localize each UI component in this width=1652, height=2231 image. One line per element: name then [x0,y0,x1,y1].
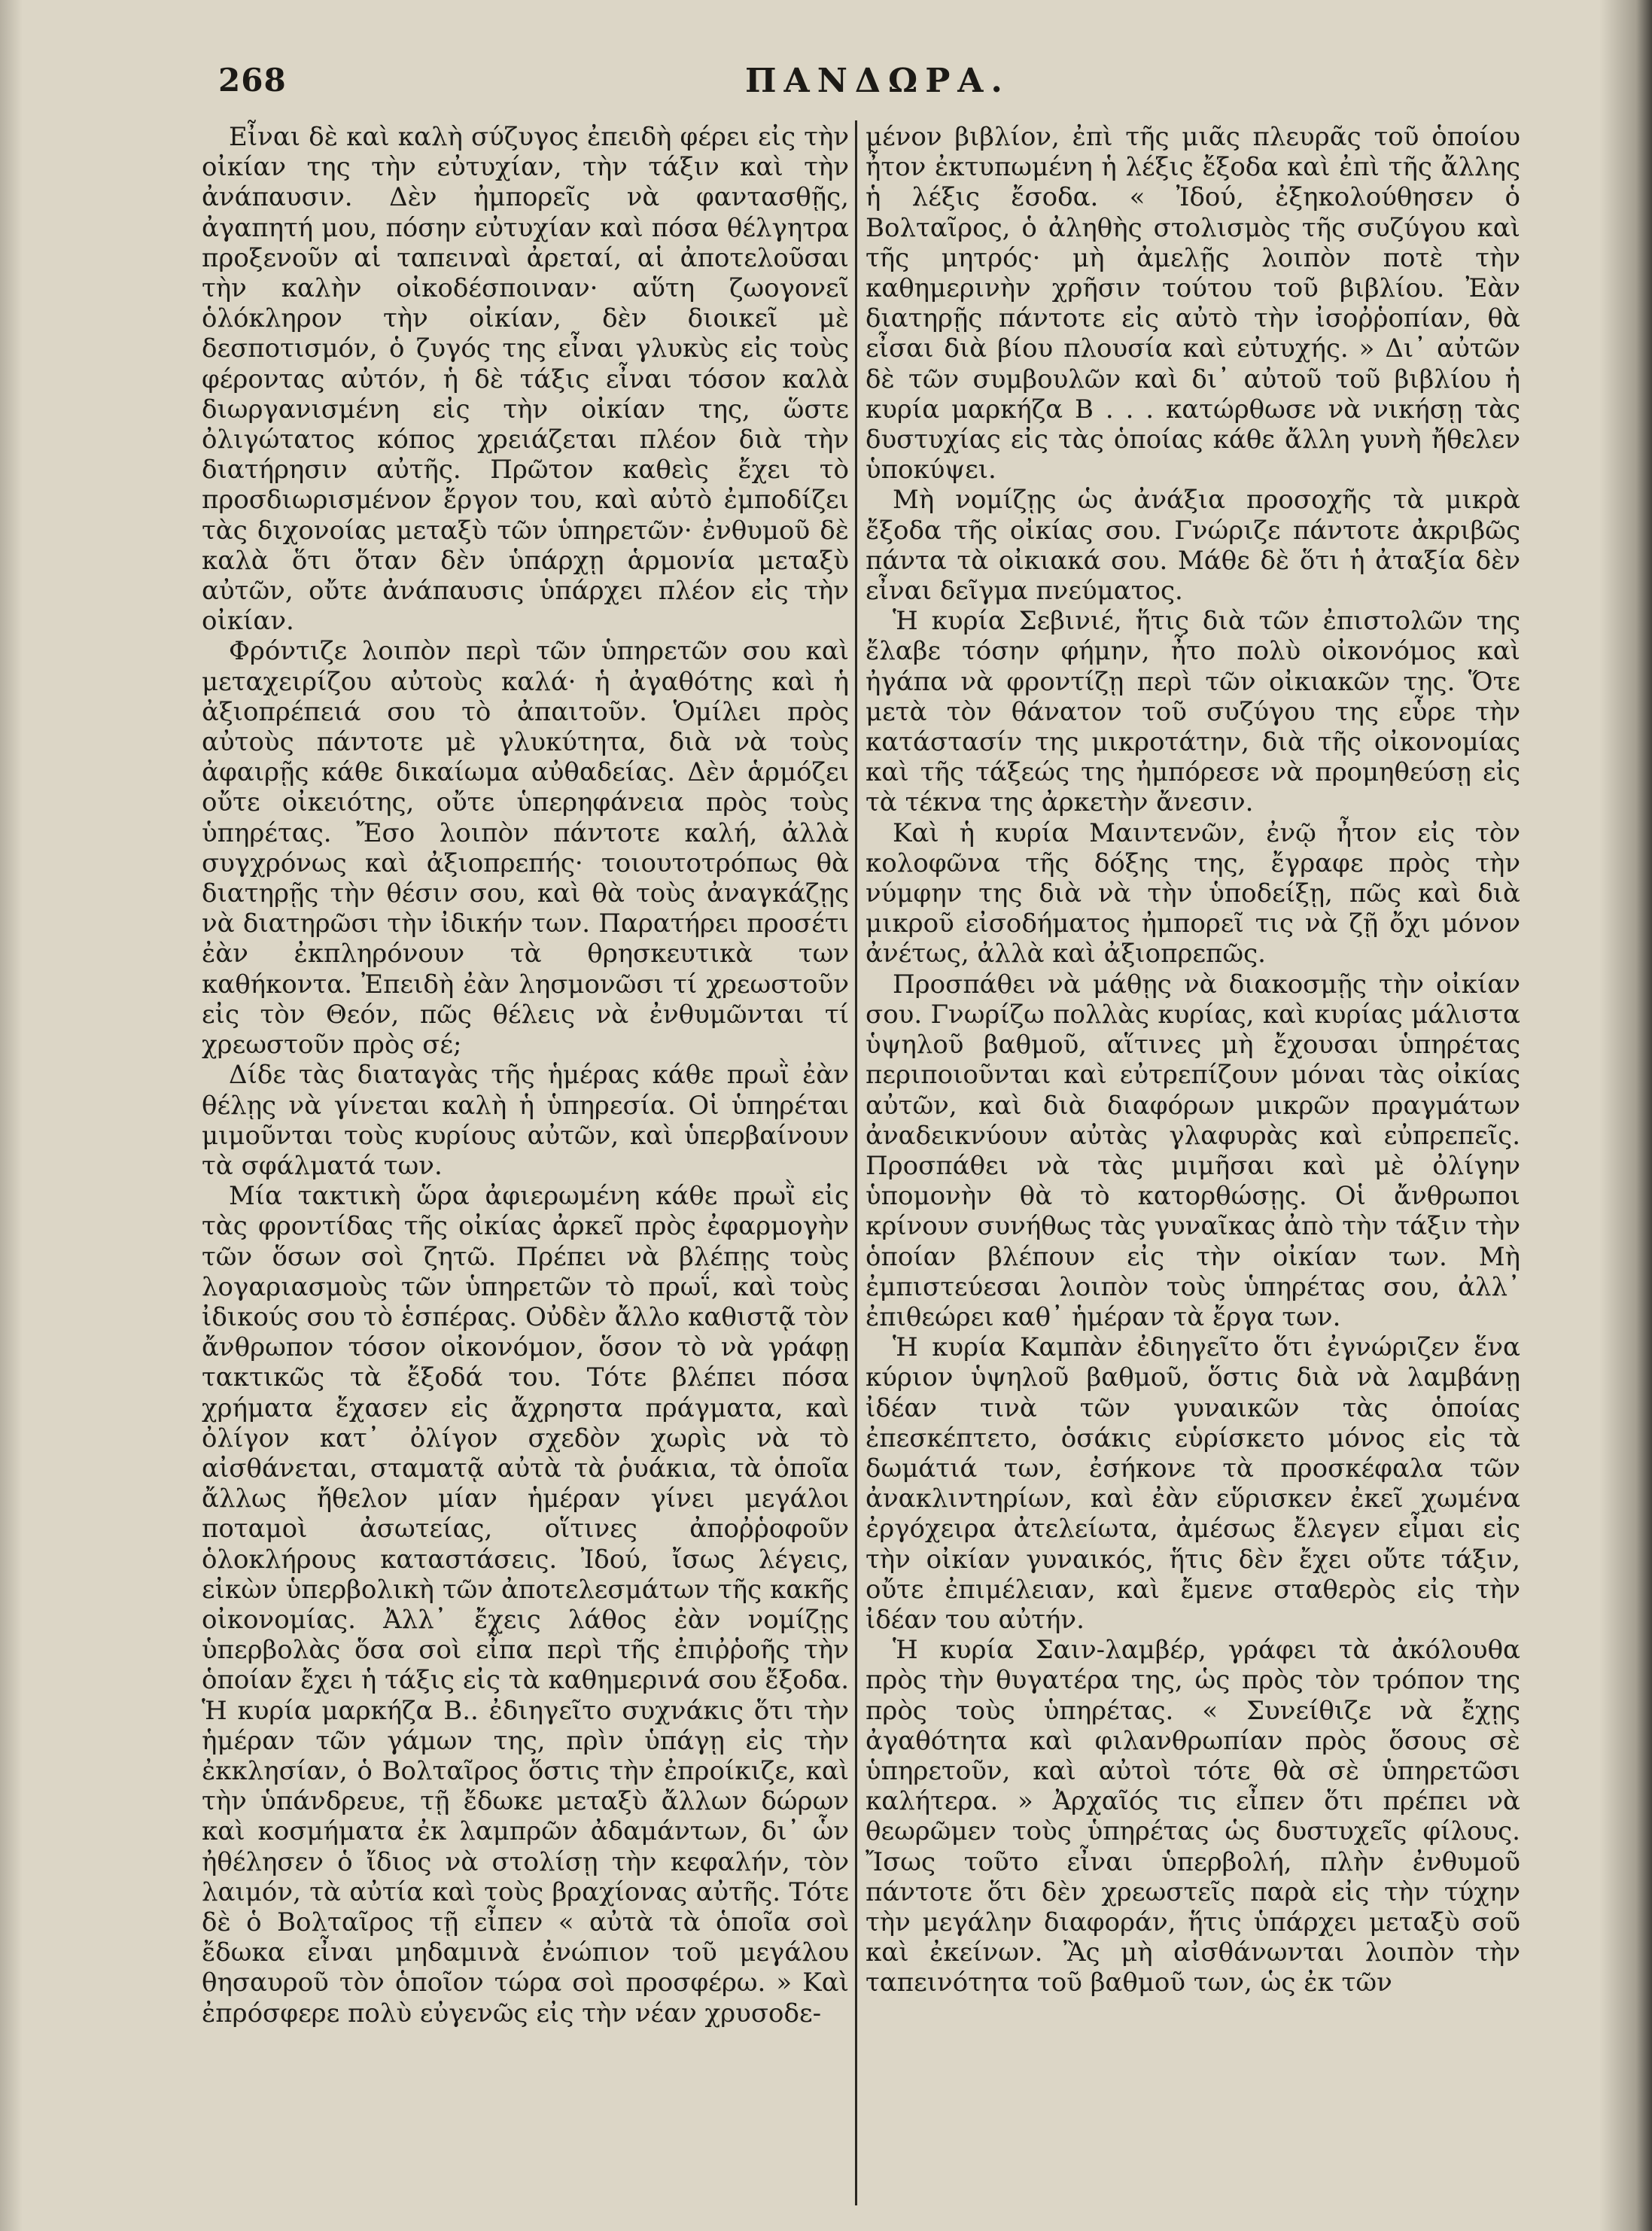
paragraph: Εἶναι δὲ καὶ καλὴ σύζυγος ἐπειδὴ φέρει εἰς τὴν οἰκίαν της τὴν εὐτυχίαν, τὴν τάξιν καὶ τὴν ἀνάπαυσιν. Δὲν ἠμπορεῖς νὰ φαντασθῇς, ἀγαπητή μου, πόσην εὐτυχίαν καὶ πόσα θέλγητρα προξενοῦν αἱ ταπειναὶ ἀρεταί, αἱ ἀποτελοῦσαι τὴν καλὴν οἰκοδέσποιναν· αὕτη ζωογονεῖ ὁλόκληρον τὴν οἰκίαν, δὲν διοικεῖ μὲ δεσποτισμόν, ὁ ζυγός της εἶναι γλυκὺς εἰς τοὺς φέροντας αὐτόν, ἡ δὲ τάξις εἶναι τόσον καλὰ διωργανισμένη εἰς τὴν οἰκίαν της, ὥστε ὀλιγώτατος κόπος χρειάζεται πλέον διὰ τὴν διατήρησιν αὐτῆς. Πρῶτον καθεὶς ἔχει τὸ προσδιωρισμένον ἔργον του, καὶ αὐτὸ ἐμποδίζει τὰς διχονοίας μεταξὺ τῶν ὑπηρετῶν· ἐνθυμοῦ δὲ καλὰ ὅτι ὅταν δὲν ὑπάρχῃ ἁρμονία μεταξὺ αὐτῶν, οὔτε ἀνάπαυσις ὑπάρχει πλέον εἰς τὴν οἰκίαν. [202,122,849,637]
page-edge-shadow [0,0,23,2231]
paragraph: Δίδε τὰς διαταγὰς τῆς ἡμέρας κάθε πρωῒ ἐὰν θέλῃς νὰ γίνεται καλὴ ἡ ὑπηρεσία. Οἱ ὑπηρέται μιμοῦνται τοὺς κυρίους αὐτῶν, καὶ ὑπερβαίνουν τὰ σφάλματά των. [202,1060,849,1181]
page-number: 268 [218,62,287,99]
column-divider [855,120,857,2205]
right-column [866,122,1520,1998]
paragraph: Φρόντιζε λοιπὸν περὶ τῶν ὑπηρετῶν σου καὶ μεταχειρίζου αὐτοὺς καλά· ἡ ἀγαθότης καὶ ἡ ἀξιοπρέπειά σου τὸ ἀπαιτοῦν. Ὁμίλει πρὸς αὐτοὺς πάντοτε μὲ γλυκύτητα, διὰ νὰ τοὺς ἀφαιρῇς κάθε δικαίωμα αὐθαδείας. Δὲν ἁρμόζει οὔτε οἰκειότης, οὔτε ὑπερηφάνεια πρὸς τοὺς ὑπηρέτας. Ἔσο λοιπὸν πάντοτε καλή, ἀλλὰ συγχρόνως καὶ ἀξιοπρεπής· τοιουτοτρόπως θὰ διατηρῇς τὴν θέσιν σου, καὶ θὰ τοὺς ἀναγκάζῃς νὰ διατηρῶσι τὴν ἰδικήν των. Παρατήρει προσέτι ἐὰν ἐκπληρόνουν τὰ θρησκευτικὰ των καθήκοντα. Ἐπειδὴ ἐὰν λησμονῶσι τί χρεωστοῦν εἰς τὸν Θεόν, πῶς θέλεις νὰ ἐνθυμῶνται τί χρεωστοῦν πρὸς σέ; [202,636,849,1061]
spine-shadow [1599,0,1652,2231]
paragraph: Ἡ κυρία Σαιν-λαμβέρ, γράφει τὰ ἀκόλουθα πρὸς τὴν θυγατέρα της, ὡς πρὸς τὸν τρόπον της πρὸς τοὺς ὑπηρέτας. « Συνείθιζε νὰ ἔχῃς ἀγαθότητα καὶ φιλανθρωπίαν πρὸς ὅσους σὲ ὑπηρετοῦν, καὶ αὐτοὶ τότε θὰ σὲ ὑπηρετῶσι καλήτερα. » Ἀρχαῖός τις εἶπεν ὅτι πρέπει νὰ θεωρῶμεν τοὺς ὑπηρέτας ὡς δυστυχεῖς φίλους. Ἴσως τοῦτο εἶναι ὑπερβολή, πλὴν ἐνθυμοῦ πάντοτε ὅτι δὲν χρεωστεῖς παρὰ εἰς τὴν τύχην τὴν μεγάλην διαφοράν, ἥτις ὑπάρχει μεταξὺ σοῦ καὶ ἐκείνων. Ἂς μὴ αἰσθάνωνται λοιπὸν τὴν ταπεινότητα τοῦ βαθμοῦ των, ὡς ἐκ τῶν [866,1635,1520,1998]
paragraph: Μὴ νομίζῃς ὡς ἀνάξια προσοχῆς τὰ μικρὰ ἔξοδα τῆς οἰκίας σου. Γνώριζε πάντοτε ἀκριβῶς πάντα τὰ οἰκιακά σου. Μάθε δὲ ὅτι ἡ ἀταξία δὲν εἶναι δεῖγμα πνεύματος. [866,485,1520,607]
paragraph: Προσπάθει νὰ μάθῃς νὰ διακοσμῇς τὴν οἰκίαν σου. Γνωρίζω πολλὰς κυρίας, καὶ κυρίας μάλιστα ὑψηλοῦ βαθμοῦ, αἵτινες μὴ ἔχουσαι ὑπηρέτας περιποιοῦνται καὶ εὐτρεπίζουν μόναι τὰς οἰκίας αὐτῶν, καὶ διὰ διαφόρων μικρῶν πραγμάτων ἀναδεικνύουν αὐτὰς γλαφυρὰς καὶ εὐπρεπεῖς. Προσπάθει νὰ τὰς μιμῆσαι καὶ μὲ ὀλίγην ὑπομονὴν θὰ τὸ κατορθώσῃς. Οἱ ἄνθρωποι κρίνουν συνήθως τὰς γυναῖκας ἀπὸ τὴν τάξιν τὴν ὁποίαν βλέπουν εἰς τὴν οἰκίαν των. Μὴ ἐμπιστεύεσαι λοιπὸν τοὺς ὑπηρέτας σου, ἀλλ᾽ ἐπιθεώρει καθ᾽ ἡμέραν τὰ ἔργα των. [866,969,1520,1332]
paragraph: Ἡ κυρία Σεβινιέ, ἥτις διὰ τῶν ἐπιστολῶν της ἔλαβε τόσην φήμην, ἦτο πολὺ οἰκονόμος καὶ ἠγάπα νὰ φροντίζῃ περὶ τῶν οἰκιακῶν της. Ὅτε μετὰ τὸν θάνατον τοῦ συζύγου της εὗρε τὴν κατάστασίν της μικροτάτην, διὰ τῆς οἰκονομίας καὶ τῆς τάξεώς της ἠμπόρεσε νὰ προμηθεύσῃ εἰς τὰ τέκνα της ἀρκετὴν ἄνεσιν. [866,606,1520,818]
paragraph: Μία τακτικὴ ὥρα ἀφιερωμένη κάθε πρωῒ εἰς τὰς φροντίδας τῆς οἰκίας ἀρκεῖ πρὸς ἐφαρμογὴν τῶν ὅσων σοὶ ζητῶ. Πρέπει νὰ βλέπῃς τοὺς λογαριασμοὺς τῶν ὑπηρετῶν τὸ πρωΐ, καὶ τοὺς ἰδικούς σου τὸ ἑσπέρας. Οὐδὲν ἄλλο καθιστᾷ τὸν ἄνθρωπον τόσον οἰκονόμον, ὅσον τὸ νὰ γράφῃ τακτικῶς τὰ ἔξοδά του. Τότε βλέπει πόσα χρήματα ἔχασεν εἰς ἄχρηστα πράγματα, καὶ ὀλίγον κατ᾽ ὀλίγον σχεδὸν χωρὶς νὰ τὸ αἰσθάνεται, σταματᾷ αὐτὰ τὰ ῥυάκια, τὰ ὁποῖα ἄλλως ἤθελον μίαν ἡμέραν γίνει μεγάλοι ποταμοὶ ἀσωτείας, οἵτινες ἀποῤῥοφοῦν ὁλοκλήρους καταστάσεις. Ἰδού, ἴσως λέγεις, εἰκὼν ὑπερβολικὴ τῶν ἀποτελεσμάτων τῆς κακῆς οἰκονομίας. Ἀλλ᾽ ἔχεις λάθος ἐὰν νομίζῃς ὑπερβολὰς ὅσα σοὶ εἶπα περὶ τῆς ἐπιῤῥοῆς τὴν ὁποίαν ἔχει ἡ τάξις εἰς τὰ καθημερινά σου ἔξοδα. Ἡ κυρία μαρκήζα Β.. ἐδιηγεῖτο συχνάκις ὅτι τὴν ἡμέραν τῶν γάμων της, πρὶν ὑπάγῃ εἰς τὴν ἐκκλησίαν, ὁ Βολταῖρος ὅστις τὴν ἐπροίκιζε, καὶ τὴν ὑπάνδρευε, τῇ ἔδωκε μεταξὺ ἄλλων δώρων καὶ κοσμήματα ἐκ λαμπρῶν ἀδαμάντων, δι᾽ ὧν ἠθέλησεν ὁ ἴδιος νὰ στολίσῃ τὴν κεφαλήν, τὸν λαιμόν, τὰ αὐτία καὶ τοὺς βραχίονας αὐτῆς. Τότε δὲ ὁ Βολταῖρος τῇ εἶπεν « αὐτὰ τὰ ὁποῖα σοὶ ἔδωκα εἶναι μηδαμινὰ ἐνώπιον τοῦ μεγάλου θησαυροῦ τὸν ὁποῖον τώρα σοὶ προσφέρω. » Καὶ ἐπρόσφερε πολὺ εὐγενῶς εἰς τὴν νέαν χρυσοδε- [202,1181,849,2029]
paragraph-continued: μένον βιβλίον, ἐπὶ τῆς μιᾶς πλευρᾶς τοῦ ὁποίου ἦτον ἐκτυπωμένη ἡ λέξις ἔξοδα καὶ ἐπὶ τῆς ἄλλης ἡ λέξις ἔσοδα. « Ἰδού, ἐξηκολούθησεν ὁ Βολταῖρος, ὁ ἀληθὴς στολισμὸς τῆς συζύγου καὶ τῆς μητρός· μὴ ἀμελῇς λοιπὸν ποτὲ τὴν καθημερινὴν χρῆσιν τούτου τοῦ βιβλίου. Ἐὰν διατηρῇς πάντοτε εἰς αὐτὸ τὴν ἰσοῤῥοπίαν, θὰ εἶσαι διὰ βίου πλουσία καὶ εὐτυχής. » Δι᾽ αὐτῶν δὲ τῶν συμβουλῶν καὶ δι᾽ αὐτοῦ τοῦ βιβλίου ἡ κυρία μαρκήζα Β . . . κατώρθωσε νὰ νικήσῃ τὰς δυστυχίας εἰς τὰς ὁποίας κάθε ἄλλη γυνὴ ἤθελεν ὑποκύψει. [866,122,1520,485]
running-title: ΠΑΝΔΩΡΑ. [745,62,1010,100]
paragraph: Καὶ ἡ κυρία Μαιντενῶν, ἐνῷ ἦτον εἰς τὸν κολοφῶνα τῆς δόξης της, ἔγραφε πρὸς τὴν νύμφην της διὰ νὰ τὴν ὑποδείξῃ, πῶς καὶ διὰ μικροῦ εἰσοδήματος ἠμπορεῖ τις νὰ ζῇ ὄχι μόνον ἀνέτως, ἀλλὰ καὶ ἀξιοπρεπῶς. [866,817,1520,969]
paragraph: Ἡ κυρία Καμπὰν ἐδιηγεῖτο ὅτι ἐγνώριζεν ἕνα κύριον ὑψηλοῦ βαθμοῦ, ὅστις διὰ νὰ λαμβάνῃ ἰδέαν τινὰ τῶν γυναικῶν τὰς ὁποίας ἐπεσκέπτετο, ὁσάκις εὑρίσκετο μόνος εἰς τὰ δωμάτιά των, ἐσήκονε τὰ προσκέφαλα τῶν ἀνακλιντηρίων, καὶ ἐὰν εὕρισκεν ἐκεῖ χωμένα ἐργόχειρα ἀτελείωτα, ἀμέσως ἔλεγεν εἶμαι εἰς τὴν οἰκίαν γυναικός, ἥτις δὲν ἔχει οὔτε τάξιν, οὔτε ἐπιμέλειαν, καὶ ἔμενε σταθερὸς εἰς τὴν ἰδέαν του αὐτήν. [866,1332,1520,1635]
left-column [202,122,849,2029]
page-header [218,62,1573,114]
